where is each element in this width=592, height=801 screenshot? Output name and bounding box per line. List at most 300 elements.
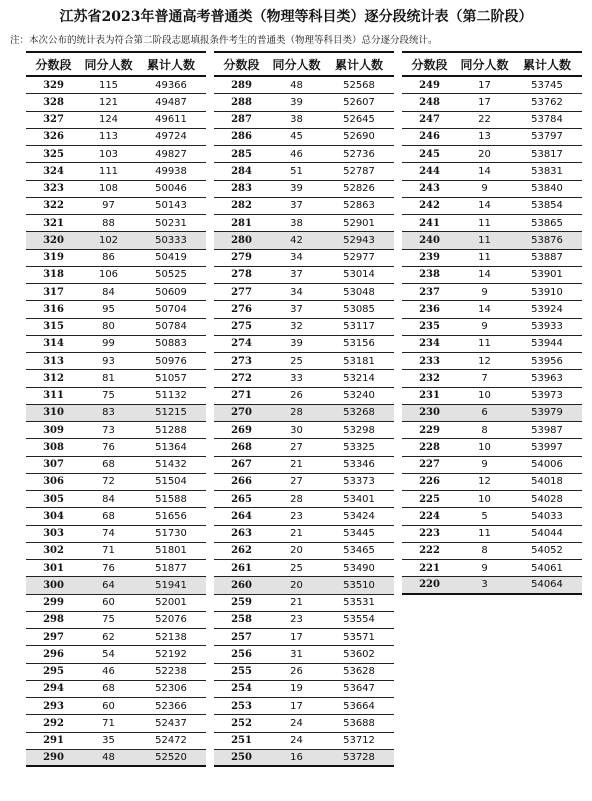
cumulative-cell: 52001 — [155, 597, 187, 609]
score-cell: 291 — [43, 735, 64, 747]
cumulative-cell: 53963 — [531, 372, 563, 384]
cumulative-cell: 52943 — [343, 234, 375, 246]
cumulative-cell: 53571 — [343, 631, 375, 643]
cumulative-cell: 53987 — [531, 424, 563, 436]
score-cell: 248 — [419, 96, 440, 108]
score-cell: 243 — [419, 183, 440, 195]
count-cell: 28 — [290, 493, 303, 505]
cumulative-cell: 53268 — [343, 407, 375, 419]
count-cell: 97 — [102, 200, 115, 212]
table-row — [26, 336, 206, 353]
cumulative-cell: 53933 — [531, 321, 563, 333]
cumulative-cell: 54006 — [531, 459, 563, 471]
count-cell: 54 — [102, 648, 115, 660]
table-note: 注：本次公布的统计表为符合第二阶段志愿填报条件考生的普通类（物理等科目类）总分逐分段统计。 — [10, 35, 438, 46]
table-row — [402, 457, 582, 474]
count-cell: 20 — [290, 579, 303, 591]
score-cell: 231 — [419, 390, 440, 402]
count-cell: 71 — [102, 717, 115, 729]
score-cell: 295 — [43, 666, 64, 678]
table-row — [214, 629, 394, 646]
score-table-column-2 — [214, 51, 394, 767]
table-row — [214, 319, 394, 336]
table-row — [402, 181, 582, 198]
cumulative-cell: 53117 — [343, 321, 375, 333]
count-cell: 121 — [98, 96, 119, 108]
count-cell: 20 — [290, 545, 303, 557]
table-row — [214, 681, 394, 698]
cumulative-cell: 49487 — [155, 96, 187, 108]
cumulative-cell: 50784 — [155, 321, 187, 333]
table-row — [402, 77, 582, 94]
cumulative-cell: 53465 — [343, 545, 375, 557]
cumulative-cell: 49366 — [155, 79, 187, 91]
count-cell: 95 — [102, 303, 115, 315]
table-row — [26, 733, 206, 750]
score-cell: 226 — [419, 476, 440, 488]
count-cell: 11 — [478, 234, 491, 246]
table-row — [26, 439, 206, 456]
cumulative-cell: 52826 — [343, 183, 375, 195]
table-row — [26, 129, 206, 146]
cumulative-cell: 50231 — [155, 217, 187, 229]
cumulative-cell: 53490 — [343, 562, 375, 574]
count-cell: 8 — [481, 545, 488, 557]
score-cell: 247 — [419, 114, 440, 126]
count-cell: 42 — [290, 234, 303, 246]
header-cumulative: 累计人数 — [334, 57, 383, 72]
count-cell: 68 — [102, 510, 115, 522]
table-row — [214, 491, 394, 508]
score-cell: 318 — [43, 269, 64, 281]
score-cell: 277 — [231, 286, 252, 298]
score-cell: 284 — [231, 165, 252, 177]
count-cell: 39 — [290, 96, 303, 108]
score-cell: 271 — [231, 390, 252, 402]
count-cell: 23 — [290, 614, 303, 626]
score-cell: 313 — [43, 355, 64, 367]
score-cell: 258 — [231, 614, 252, 626]
count-cell: 102 — [98, 234, 119, 246]
score-cell: 240 — [419, 234, 440, 246]
count-cell: 84 — [102, 286, 115, 298]
score-cell: 282 — [231, 200, 252, 212]
table-row — [402, 94, 582, 111]
cumulative-cell: 52736 — [343, 148, 375, 160]
count-cell: 9 — [481, 321, 488, 333]
cumulative-cell: 53628 — [343, 666, 375, 678]
table-row — [402, 146, 582, 163]
cumulative-cell: 51730 — [155, 528, 187, 540]
cumulative-cell: 53445 — [343, 528, 375, 540]
table-row — [26, 94, 206, 111]
count-cell: 30 — [290, 424, 303, 436]
score-cell: 304 — [43, 510, 64, 522]
count-cell: 17 — [478, 79, 491, 91]
count-cell: 38 — [290, 114, 303, 126]
score-cell: 310 — [43, 407, 64, 419]
count-cell: 60 — [102, 700, 115, 712]
cumulative-cell: 54033 — [531, 510, 563, 522]
cumulative-cell: 53156 — [343, 338, 375, 350]
score-cell: 228 — [419, 441, 440, 453]
table-row — [26, 664, 206, 681]
count-cell: 75 — [102, 614, 115, 626]
cumulative-cell: 53401 — [343, 493, 375, 505]
table-row — [402, 439, 582, 456]
score-cell: 309 — [43, 424, 64, 436]
table-row — [402, 577, 582, 594]
score-cell: 245 — [419, 148, 440, 160]
table-row — [214, 215, 394, 232]
table-row — [214, 388, 394, 405]
cumulative-cell: 53531 — [343, 597, 375, 609]
count-cell: 76 — [102, 441, 115, 453]
table-row — [214, 353, 394, 370]
count-cell: 22 — [478, 114, 491, 126]
table-row — [402, 422, 582, 439]
table-row — [26, 457, 206, 474]
table-row — [402, 215, 582, 232]
table-row — [26, 215, 206, 232]
cumulative-cell: 53298 — [343, 424, 375, 436]
score-cell: 270 — [231, 407, 252, 419]
header-count: 同分人数 — [460, 57, 509, 72]
table-row — [214, 129, 394, 146]
score-cell: 266 — [231, 476, 252, 488]
score-cell: 305 — [43, 493, 64, 505]
cumulative-cell: 53762 — [531, 96, 563, 108]
count-cell: 11 — [478, 338, 491, 350]
count-cell: 86 — [102, 252, 115, 264]
header-score: 分数段 — [411, 57, 448, 72]
score-cell: 299 — [43, 597, 64, 609]
score-cell: 314 — [43, 338, 64, 350]
score-cell: 251 — [231, 735, 252, 747]
score-cell: 326 — [43, 131, 64, 143]
count-cell: 38 — [290, 217, 303, 229]
cumulative-cell: 53647 — [343, 683, 375, 695]
table-row — [26, 112, 206, 129]
count-cell: 12 — [478, 355, 491, 367]
cumulative-cell: 54061 — [531, 562, 563, 574]
count-cell: 27 — [290, 441, 303, 453]
score-cell: 286 — [231, 131, 252, 143]
score-cell: 280 — [231, 234, 252, 246]
count-cell: 80 — [102, 321, 115, 333]
score-cell: 234 — [419, 338, 440, 350]
table-row — [26, 629, 206, 646]
cumulative-cell: 51057 — [155, 372, 187, 384]
table-row — [26, 388, 206, 405]
score-cell: 223 — [419, 528, 440, 540]
cumulative-cell: 54028 — [531, 493, 563, 505]
table-row — [402, 284, 582, 301]
table-row — [214, 112, 394, 129]
cumulative-cell: 52787 — [343, 165, 375, 177]
table-row — [402, 267, 582, 284]
table-row — [214, 181, 394, 198]
count-cell: 51 — [290, 165, 303, 177]
count-cell: 9 — [481, 286, 488, 298]
cumulative-cell: 50976 — [155, 355, 187, 367]
score-cell: 316 — [43, 303, 64, 315]
table-row — [402, 526, 582, 543]
count-cell: 13 — [478, 131, 491, 143]
table-row — [26, 508, 206, 525]
score-cell: 297 — [43, 631, 64, 643]
score-cell: 320 — [43, 234, 64, 246]
score-cell: 321 — [43, 217, 64, 229]
score-cell: 242 — [419, 200, 440, 212]
cumulative-cell: 53944 — [531, 338, 563, 350]
cumulative-cell: 53424 — [343, 510, 375, 522]
cumulative-cell: 50704 — [155, 303, 187, 315]
count-cell: 11 — [478, 252, 491, 264]
count-cell: 83 — [102, 407, 115, 419]
score-table-column-3 — [402, 51, 582, 595]
table-row — [214, 301, 394, 318]
cumulative-cell: 53014 — [343, 269, 375, 281]
table-row — [214, 750, 394, 767]
cumulative-cell: 53956 — [531, 355, 563, 367]
table-row — [214, 146, 394, 163]
cumulative-cell: 53602 — [343, 648, 375, 660]
score-cell: 262 — [231, 545, 252, 557]
table-row — [214, 526, 394, 543]
cumulative-cell: 53924 — [531, 303, 563, 315]
cumulative-cell: 51432 — [155, 459, 187, 471]
count-cell: 48 — [102, 751, 115, 763]
score-cell: 329 — [43, 79, 64, 91]
score-cell: 274 — [231, 338, 252, 350]
score-cell: 224 — [419, 510, 440, 522]
count-cell: 37 — [290, 200, 303, 212]
score-cell: 221 — [419, 562, 440, 574]
count-cell: 9 — [481, 183, 488, 195]
count-cell: 81 — [102, 372, 115, 384]
table-row — [26, 543, 206, 560]
cumulative-cell: 51288 — [155, 424, 187, 436]
score-cell: 225 — [419, 493, 440, 505]
count-cell: 31 — [290, 648, 303, 660]
cumulative-cell: 52863 — [343, 200, 375, 212]
cumulative-cell: 54064 — [531, 579, 563, 591]
count-cell: 45 — [290, 131, 303, 143]
cumulative-cell: 53688 — [343, 717, 375, 729]
cumulative-cell: 53865 — [531, 217, 563, 229]
score-cell: 293 — [43, 700, 64, 712]
table-row — [214, 612, 394, 629]
table-row — [26, 474, 206, 491]
table-row — [26, 198, 206, 215]
count-cell: 33 — [290, 372, 303, 384]
table-row — [26, 715, 206, 732]
cumulative-cell: 51877 — [155, 562, 187, 574]
score-cell: 279 — [231, 252, 252, 264]
score-cell: 244 — [419, 165, 440, 177]
count-cell: 5 — [481, 510, 488, 522]
score-cell: 327 — [43, 114, 64, 126]
score-cell: 229 — [419, 424, 440, 436]
count-cell: 21 — [290, 597, 303, 609]
table-row — [214, 595, 394, 612]
score-cell: 233 — [419, 355, 440, 367]
cumulative-cell: 50525 — [155, 269, 187, 281]
header-count: 同分人数 — [272, 57, 321, 72]
table-row — [402, 232, 582, 249]
table-header — [26, 51, 206, 77]
count-cell: 7 — [481, 372, 488, 384]
table-row — [402, 336, 582, 353]
score-cell: 269 — [231, 424, 252, 436]
table-row — [26, 526, 206, 543]
table-row — [26, 181, 206, 198]
cumulative-cell: 52568 — [343, 79, 375, 91]
header-count: 同分人数 — [84, 57, 133, 72]
count-cell: 99 — [102, 338, 115, 350]
cumulative-cell: 52472 — [155, 735, 187, 747]
table-row — [26, 353, 206, 370]
score-cell: 222 — [419, 545, 440, 557]
score-cell: 241 — [419, 217, 440, 229]
score-cell: 276 — [231, 303, 252, 315]
cumulative-cell: 52238 — [155, 666, 187, 678]
cumulative-cell: 53887 — [531, 252, 563, 264]
count-cell: 103 — [98, 148, 119, 160]
table-row — [214, 439, 394, 456]
score-cell: 308 — [43, 441, 64, 453]
score-cell: 259 — [231, 597, 252, 609]
table-row — [214, 232, 394, 249]
score-cell: 257 — [231, 631, 252, 643]
table-row — [214, 94, 394, 111]
cumulative-cell: 52437 — [155, 717, 187, 729]
score-table-column-1 — [26, 51, 206, 767]
count-cell: 19 — [290, 683, 303, 695]
count-cell: 64 — [102, 579, 115, 591]
header-score: 分数段 — [35, 57, 72, 72]
table-row — [214, 543, 394, 560]
score-cell: 283 — [231, 183, 252, 195]
count-cell: 3 — [481, 579, 488, 591]
table-row — [402, 129, 582, 146]
table-header — [214, 51, 394, 77]
count-cell: 106 — [98, 269, 119, 281]
cumulative-cell: 51801 — [155, 545, 187, 557]
table-row — [402, 560, 582, 577]
count-cell: 20 — [478, 148, 491, 160]
count-cell: 115 — [98, 79, 119, 91]
table-row — [214, 370, 394, 387]
score-cell: 254 — [231, 683, 252, 695]
count-cell: 39 — [290, 183, 303, 195]
score-cell: 290 — [43, 751, 64, 763]
score-cell: 230 — [419, 407, 440, 419]
table-row — [214, 508, 394, 525]
count-cell: 111 — [98, 165, 119, 177]
table-row — [26, 267, 206, 284]
score-cell: 263 — [231, 528, 252, 540]
count-cell: 23 — [290, 510, 303, 522]
score-cell: 300 — [43, 579, 64, 591]
cumulative-cell: 53214 — [343, 372, 375, 384]
table-row — [402, 491, 582, 508]
score-cell: 261 — [231, 562, 252, 574]
table-row — [214, 698, 394, 715]
score-cell: 298 — [43, 614, 64, 626]
score-cell: 255 — [231, 666, 252, 678]
cumulative-cell: 50609 — [155, 286, 187, 298]
count-cell: 26 — [290, 390, 303, 402]
count-cell: 9 — [481, 562, 488, 574]
table-header — [402, 51, 582, 77]
table-row — [214, 284, 394, 301]
score-cell: 235 — [419, 321, 440, 333]
score-cell: 328 — [43, 96, 64, 108]
table-row — [26, 577, 206, 594]
cumulative-cell: 53325 — [343, 441, 375, 453]
cumulative-cell: 53831 — [531, 165, 563, 177]
header-score: 分数段 — [223, 57, 260, 72]
table-row — [26, 681, 206, 698]
table-row — [26, 491, 206, 508]
table-row — [214, 336, 394, 353]
table-row — [214, 560, 394, 577]
cumulative-cell: 53797 — [531, 131, 563, 143]
cumulative-cell: 53664 — [343, 700, 375, 712]
cumulative-cell: 53910 — [531, 286, 563, 298]
table-row — [26, 595, 206, 612]
table-row — [214, 250, 394, 267]
cumulative-cell: 50333 — [155, 234, 187, 246]
table-row — [26, 422, 206, 439]
table-row — [26, 163, 206, 180]
count-cell: 11 — [478, 528, 491, 540]
count-cell: 68 — [102, 459, 115, 471]
score-cell: 315 — [43, 321, 64, 333]
cumulative-cell: 49611 — [155, 114, 187, 126]
cumulative-cell: 52306 — [155, 683, 187, 695]
count-cell: 24 — [290, 717, 303, 729]
count-cell: 25 — [290, 355, 303, 367]
count-cell: 11 — [478, 217, 491, 229]
score-cell: 288 — [231, 96, 252, 108]
score-cell: 268 — [231, 441, 252, 453]
score-cell: 249 — [419, 79, 440, 91]
cumulative-cell: 53876 — [531, 234, 563, 246]
table-row — [214, 163, 394, 180]
cumulative-cell: 54044 — [531, 528, 563, 540]
score-cell: 289 — [231, 79, 252, 91]
cumulative-cell: 54052 — [531, 545, 563, 557]
count-cell: 76 — [102, 562, 115, 574]
cumulative-cell: 50046 — [155, 183, 187, 195]
table-row — [26, 319, 206, 336]
score-cell: 264 — [231, 510, 252, 522]
table-row — [214, 715, 394, 732]
score-cell: 265 — [231, 493, 252, 505]
count-cell: 37 — [290, 269, 303, 281]
count-cell: 32 — [290, 321, 303, 333]
score-cell: 232 — [419, 372, 440, 384]
table-row — [26, 750, 206, 767]
table-row — [26, 146, 206, 163]
score-cell: 275 — [231, 321, 252, 333]
cumulative-cell: 53373 — [343, 476, 375, 488]
table-row — [214, 474, 394, 491]
score-cell: 311 — [43, 390, 64, 402]
